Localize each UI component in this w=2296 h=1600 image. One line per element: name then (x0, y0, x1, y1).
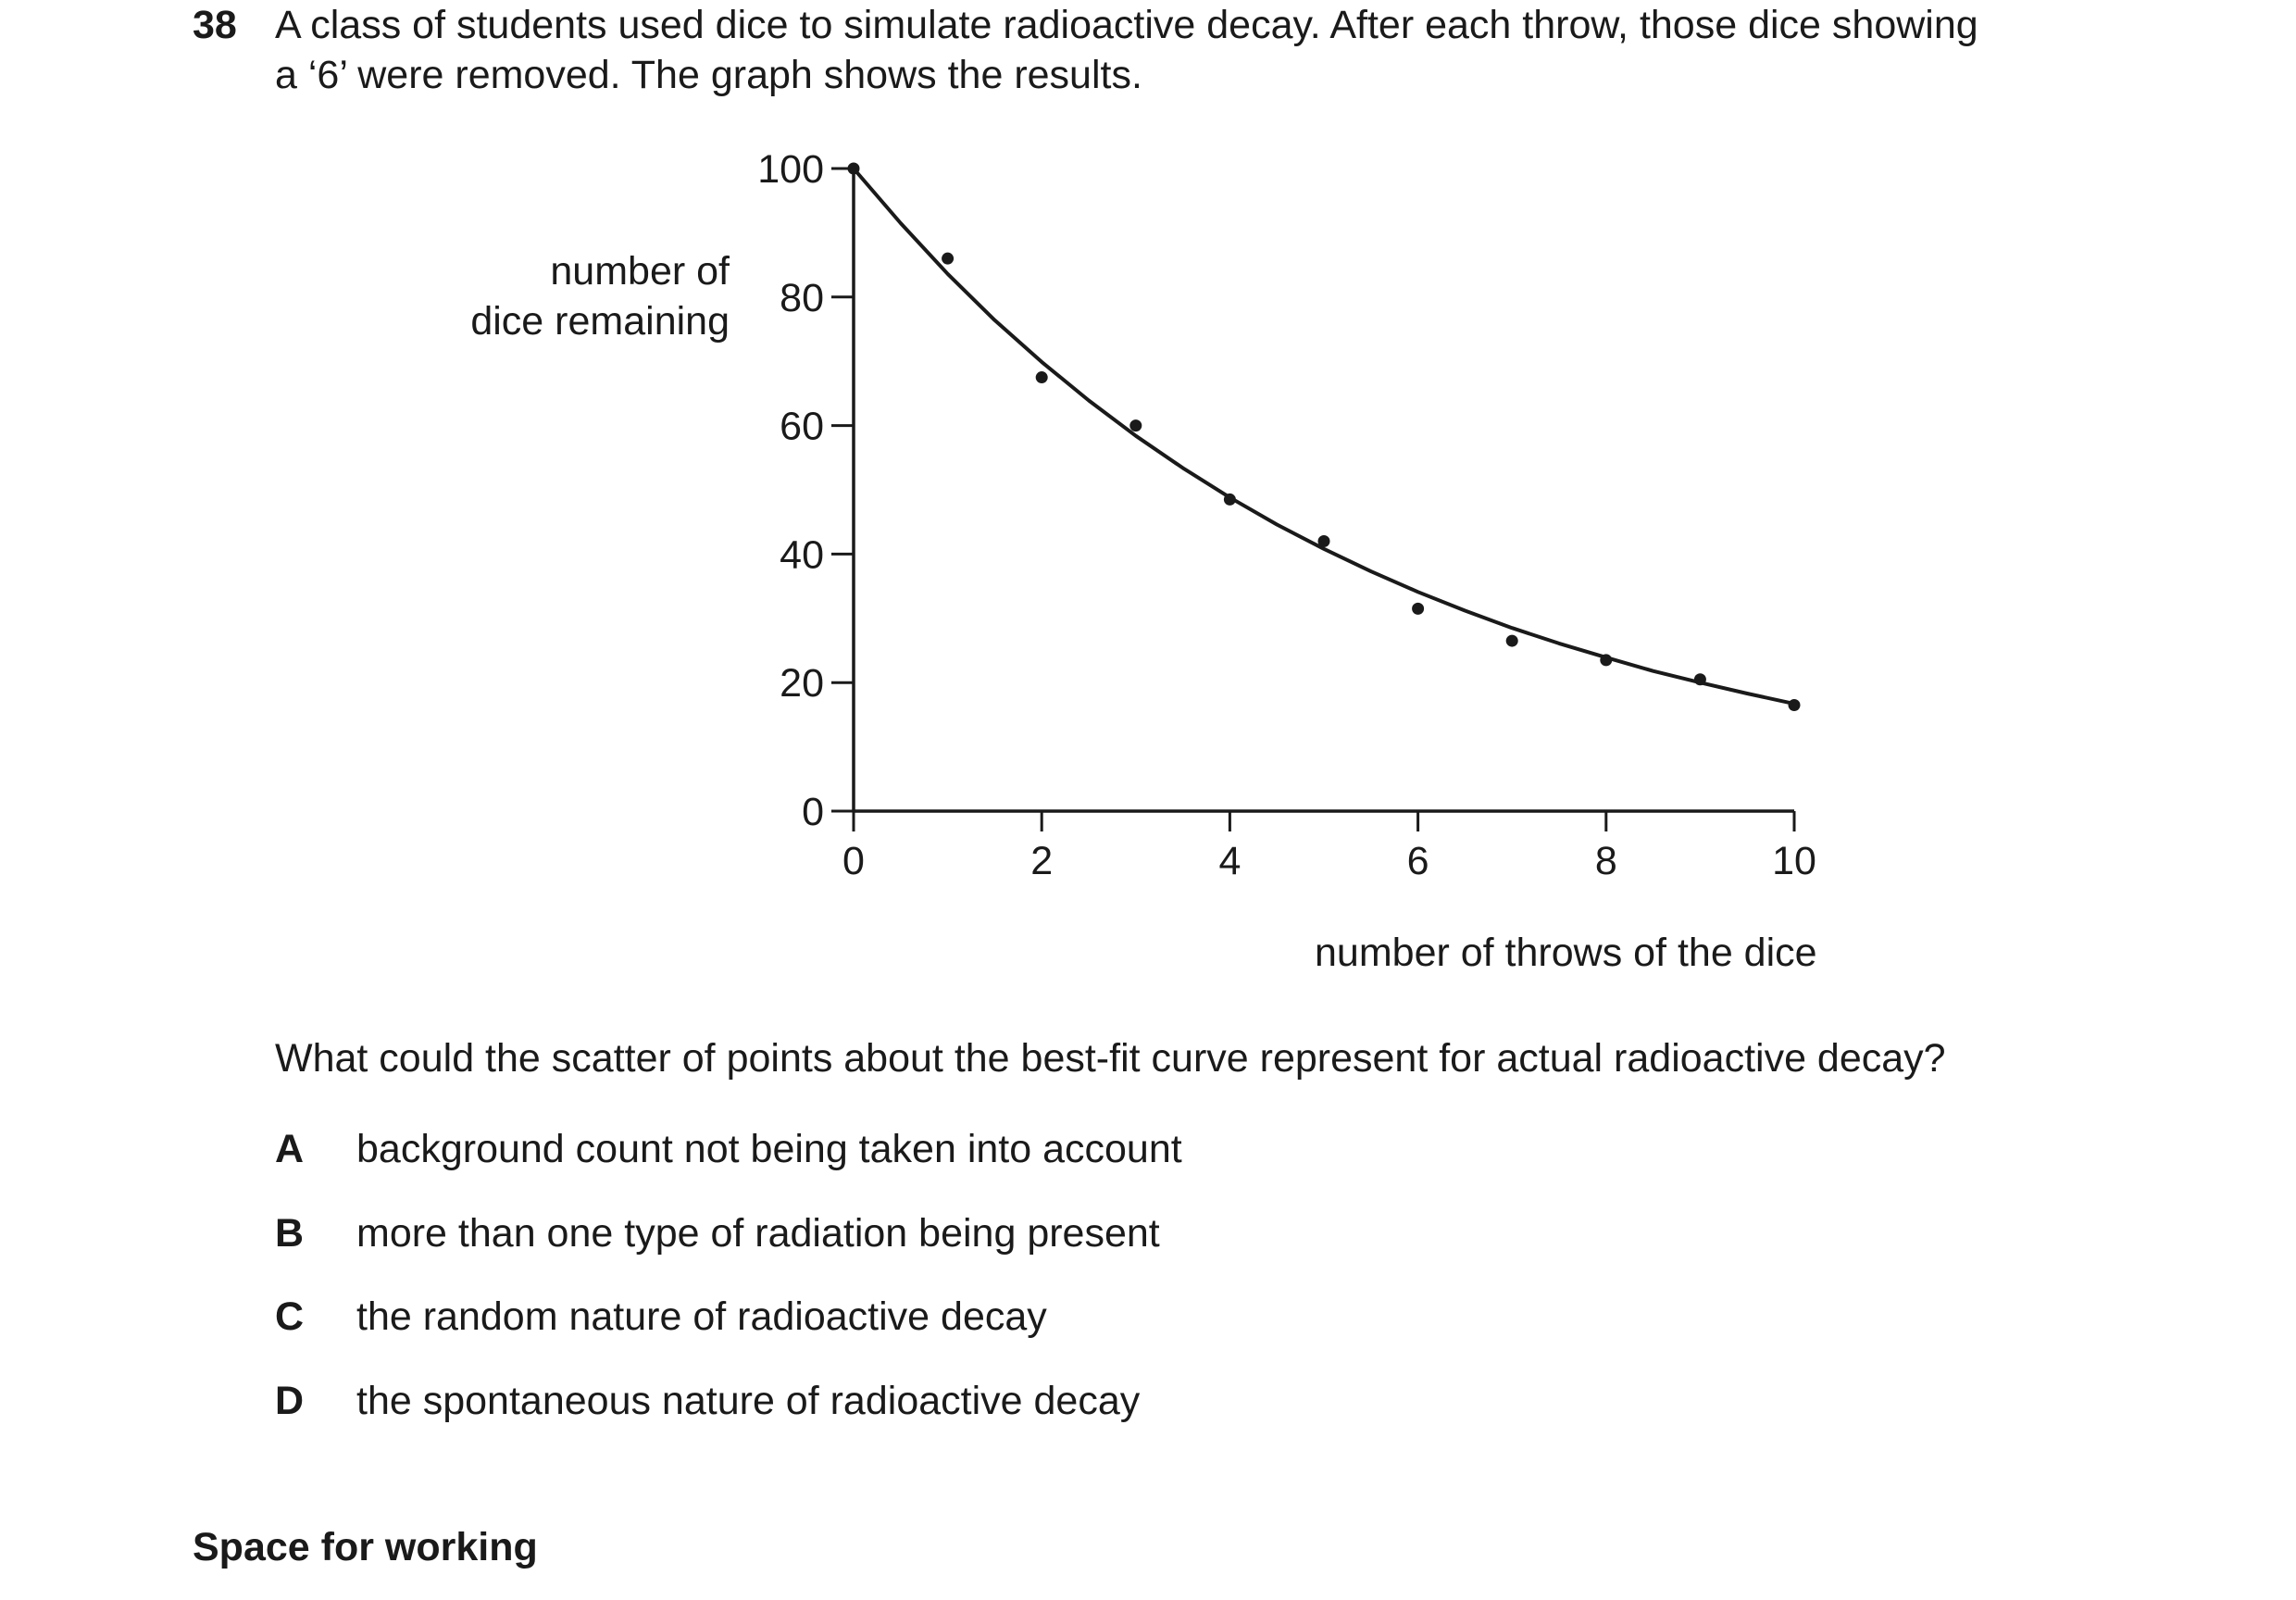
question-line-1: A class of students used dice to simulate radioactive decay. After each throw, those dice showing (275, 3, 1978, 47)
x-tick-label-10: 10 (1772, 839, 1816, 883)
x-tick-label-6: 6 (1406, 839, 1429, 883)
option-c-letter: C (275, 1294, 305, 1339)
x-tick-label-0: 0 (842, 839, 865, 883)
y-tick-label-60: 60 (780, 404, 824, 449)
data-point-7 (1506, 635, 1518, 647)
chart-ticks (757, 147, 1816, 883)
x-tick-label-2: 2 (1030, 839, 1054, 883)
data-point-2 (1036, 371, 1048, 383)
y-axis-label-line-2: dice remaining (470, 299, 730, 344)
chart-axes (854, 169, 1794, 811)
option-b[interactable] (275, 1208, 1160, 1258)
option-a[interactable] (275, 1124, 1182, 1174)
data-point-0 (848, 163, 860, 175)
data-point-5 (1318, 535, 1330, 547)
data-point-6 (1412, 603, 1424, 615)
option-d-letter: D (275, 1379, 305, 1423)
option-a-letter: A (275, 1127, 305, 1171)
x-tick-label-8: 8 (1594, 839, 1617, 883)
option-b-letter: B (275, 1211, 305, 1256)
option-b-text: more than one type of radiation being present (356, 1211, 1160, 1256)
y-tick-label-40: 40 (780, 532, 824, 578)
option-d-text: the spontaneous nature of radioactive decay (356, 1379, 1141, 1423)
data-point-3 (1129, 419, 1142, 431)
data-point-9 (1694, 673, 1706, 685)
option-c-text: the random nature of radioactive decay (356, 1294, 1047, 1339)
question-prompt: What could the scatter of points about the best-fit curve represent for actual radioactive decay? (275, 1036, 1946, 1081)
data-points-group (848, 163, 1801, 711)
data-point-1 (942, 253, 954, 265)
y-tick-label-0: 0 (802, 790, 824, 834)
option-a-text: background count not being taken into account (356, 1127, 1182, 1171)
y-tick-label-80: 80 (780, 275, 824, 320)
y-tick-label-20: 20 (780, 661, 824, 706)
x-axis-label: number of throws of the dice (1315, 931, 1817, 975)
best-fit-curve-group (854, 169, 1794, 704)
question-number: 38 (193, 3, 237, 47)
space-for-working-label: Space for working (193, 1525, 538, 1569)
x-tick-label-4: 4 (1218, 839, 1242, 883)
y-axis-label-line-1: number of (550, 249, 730, 294)
data-point-4 (1224, 494, 1236, 506)
option-d[interactable] (275, 1376, 1140, 1426)
question-line-2: a ‘6’ were removed. The graph shows the results. (275, 53, 1142, 97)
data-point-10 (1789, 699, 1801, 711)
best-fit-curve (854, 169, 1794, 704)
data-point-8 (1600, 654, 1612, 666)
y-tick-label-100: 100 (757, 147, 824, 192)
option-c[interactable] (275, 1292, 1047, 1342)
